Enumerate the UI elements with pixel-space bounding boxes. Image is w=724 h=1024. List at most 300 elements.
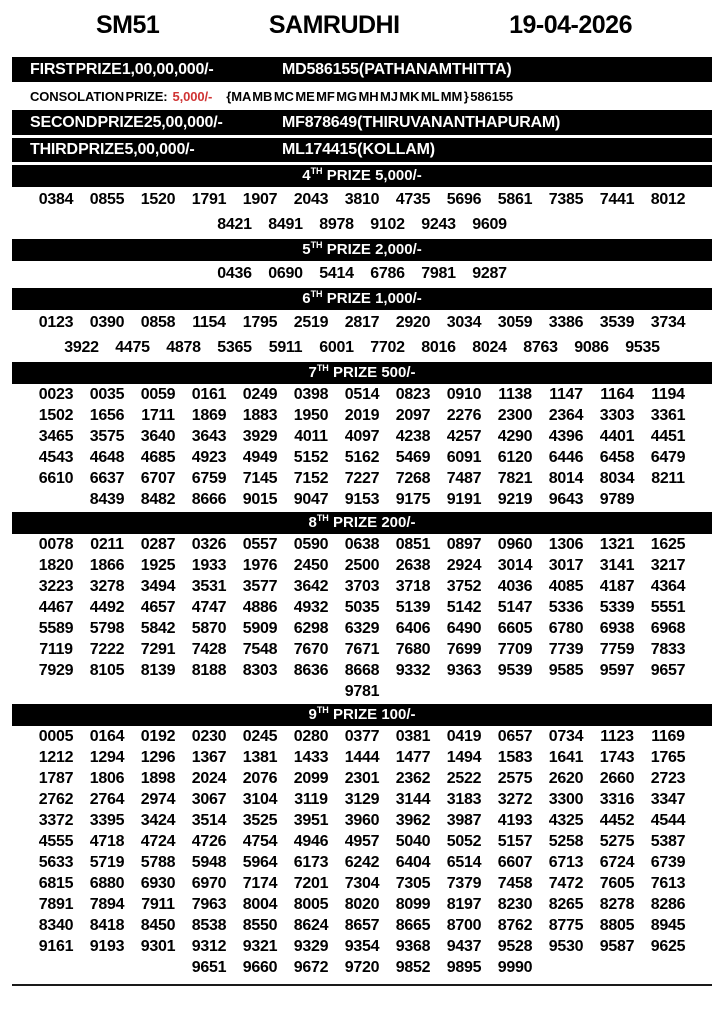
prize-number: 7441 xyxy=(599,191,635,208)
prize-number: 5336 xyxy=(548,599,584,616)
number-row xyxy=(12,936,712,957)
prize-number: 5147 xyxy=(497,599,533,616)
prize-number: 9625 xyxy=(650,938,686,955)
prize-number: 6446 xyxy=(548,449,584,466)
prize-number: 8230 xyxy=(497,896,533,913)
prize-number: 1212 xyxy=(38,749,74,766)
prize-number: 3539 xyxy=(599,314,635,331)
prize-number: 7428 xyxy=(191,641,227,658)
prize-number: 1656 xyxy=(89,407,125,424)
prize-number: 2043 xyxy=(293,191,329,208)
prize-number: 3718 xyxy=(395,578,431,595)
prize-number: 1641 xyxy=(548,749,584,766)
prize-number: 3577 xyxy=(242,578,278,595)
prize-number: 6605 xyxy=(497,620,533,637)
prize-number: 1502 xyxy=(38,407,74,424)
prize-number: 2817 xyxy=(344,314,380,331)
prize-number: 8005 xyxy=(293,896,329,913)
prize-number: 1950 xyxy=(293,407,329,424)
prize-number: 7145 xyxy=(242,470,278,487)
prize-number: 1795 xyxy=(242,314,278,331)
prize-number: 8188 xyxy=(191,662,227,679)
prize-number: 6120 xyxy=(497,449,533,466)
prize-number: 9191 xyxy=(446,491,482,508)
prize-number: 1933 xyxy=(191,557,227,574)
prize-number: 7487 xyxy=(446,470,482,487)
prize-number: 0436 xyxy=(217,265,252,282)
number-row xyxy=(12,384,712,405)
prize-number: 4238 xyxy=(395,428,431,445)
prize-number: 9368 xyxy=(395,938,431,955)
prize-number: 0910 xyxy=(446,386,482,403)
prize-number: 0287 xyxy=(140,536,176,553)
prize-number: 1381 xyxy=(242,749,278,766)
title-row xyxy=(0,0,724,40)
prize-number: 8657 xyxy=(344,917,380,934)
prize-number: 6001 xyxy=(319,339,354,356)
prize-number: 6637 xyxy=(89,470,125,487)
number-row xyxy=(12,187,712,212)
prize-number: 2519 xyxy=(293,314,329,331)
prize-number: 1820 xyxy=(38,557,74,574)
prize-number: 3017 xyxy=(548,557,584,574)
prize-number: 1294 xyxy=(89,749,125,766)
prize-number: 2276 xyxy=(446,407,482,424)
prize-number: 5589 xyxy=(38,620,74,637)
prize-number: 0638 xyxy=(344,536,380,553)
prize-number: 4735 xyxy=(395,191,431,208)
prize-number: 0657 xyxy=(497,728,533,745)
section-header-bar: 5TH PRIZE 2,000/- xyxy=(12,239,712,261)
prize-number: 5911 xyxy=(268,339,303,356)
prize-number: 9720 xyxy=(344,959,380,976)
prize-number: 8763 xyxy=(523,339,558,356)
prize-number: 8700 xyxy=(446,917,482,934)
prize-number: 4648 xyxy=(89,449,125,466)
prize-number: 3034 xyxy=(446,314,482,331)
prize-number: 3810 xyxy=(344,191,380,208)
prize-number: 7613 xyxy=(650,875,686,892)
prize-number: 9539 xyxy=(497,662,533,679)
prize-number: 9219 xyxy=(497,491,533,508)
number-row xyxy=(12,957,712,978)
number-row xyxy=(12,426,712,447)
prize-number: 1164 xyxy=(600,386,634,403)
prize-number: 1154 xyxy=(192,314,226,331)
bottom-rule xyxy=(12,984,712,986)
third-prize-title: THIRD PRIZE xyxy=(30,141,125,158)
prize-number: 8034 xyxy=(599,470,635,487)
prize-number: 0390 xyxy=(89,314,125,331)
prize-number: 9312 xyxy=(191,938,227,955)
prize-number: 8211 xyxy=(651,470,685,487)
prize-number: 1494 xyxy=(446,749,482,766)
prize-number: 1138 xyxy=(498,386,532,403)
prize-number: 0161 xyxy=(191,386,227,403)
prize-number: 4011 xyxy=(294,428,328,445)
prize-number: 5861 xyxy=(497,191,533,208)
prize-number: 4187 xyxy=(599,578,635,595)
prize-number: 1520 xyxy=(140,191,176,208)
prize-number: 0590 xyxy=(293,536,329,553)
prize-number: 5633 xyxy=(38,854,74,871)
prize-number: 0855 xyxy=(89,191,125,208)
prize-number: 5948 xyxy=(191,854,227,871)
prize-number: 5798 xyxy=(89,620,125,637)
prize-number: 3640 xyxy=(140,428,176,445)
third-prize-winner: ML174415 ( KOLLAM) xyxy=(282,141,435,158)
prize-number: 8012 xyxy=(650,191,686,208)
second-prize-title: SECOND PRIZE xyxy=(30,113,144,131)
prize-number: 0326 xyxy=(191,536,227,553)
prize-number: 2500 xyxy=(344,557,380,574)
prize-number: 4718 xyxy=(89,833,125,850)
prize-number: 9530 xyxy=(548,938,584,955)
prize-number: 0023 xyxy=(38,386,74,403)
prize-number: 9175 xyxy=(395,491,431,508)
prize-number: 2762 xyxy=(38,791,74,808)
prize-number: 6607 xyxy=(497,854,533,871)
prize-number: 1898 xyxy=(140,770,176,787)
prize-number: 6091 xyxy=(446,449,482,466)
prize-number: 5414 xyxy=(319,265,354,282)
prize-number: 0230 xyxy=(191,728,227,745)
consolation-prize-row xyxy=(12,85,712,107)
prize-number: 1123 xyxy=(600,728,634,745)
prize-number: 2974 xyxy=(140,791,176,808)
prize-number: 7833 xyxy=(650,641,686,658)
prize-number: 3067 xyxy=(191,791,227,808)
prize-number: 4290 xyxy=(497,428,533,445)
prize-number: 1765 xyxy=(650,749,686,766)
prize-number: 1791 xyxy=(191,191,227,208)
section-header-bar: 4TH PRIZE 5,000/- xyxy=(12,165,712,187)
prize-number: 8665 xyxy=(395,917,431,934)
prize-number: 6724 xyxy=(599,854,635,871)
number-row xyxy=(12,310,712,335)
prize-number: 2024 xyxy=(191,770,227,787)
prize-number: 3386 xyxy=(548,314,584,331)
prize-number: 7963 xyxy=(191,896,227,913)
second-prize-winner: MF878649 ( THIRUVANANTHAPURAM) xyxy=(282,113,561,131)
prize-number: 4492 xyxy=(89,599,125,616)
number-row xyxy=(12,789,712,810)
prize-number: 6759 xyxy=(191,470,227,487)
number-row xyxy=(12,894,712,915)
prize-number: 1976 xyxy=(242,557,278,574)
prize-number: 7227 xyxy=(344,470,380,487)
prize-number: 6514 xyxy=(446,854,482,871)
prize-number: 0858 xyxy=(140,314,176,331)
number-row xyxy=(12,405,712,426)
prize-number: 5469 xyxy=(395,449,431,466)
number-row xyxy=(12,726,712,747)
prize-number: 8945 xyxy=(650,917,686,934)
prize-number: 0960 xyxy=(497,536,533,553)
prize-number: 2764 xyxy=(89,791,125,808)
prize-number: 2660 xyxy=(599,770,635,787)
number-row xyxy=(12,597,712,618)
prize-number: 8099 xyxy=(395,896,431,913)
prize-number: 7304 xyxy=(344,875,380,892)
prize-number: 7981 xyxy=(421,265,456,282)
prize-number: 9587 xyxy=(599,938,635,955)
prize-number: 2097 xyxy=(395,407,431,424)
prize-number: 4946 xyxy=(293,833,329,850)
prize-number: 1477 xyxy=(395,749,431,766)
section-header-bar: 6TH PRIZE 1,000/- xyxy=(12,288,712,310)
prize-number: 2522 xyxy=(446,770,482,787)
prize-number: 4923 xyxy=(191,449,227,466)
prize-number: 9047 xyxy=(293,491,329,508)
prize-number: 7680 xyxy=(395,641,431,658)
prize-number: 3951 xyxy=(293,812,329,829)
prize-number: 8450 xyxy=(140,917,176,934)
prize-number: 5365 xyxy=(217,339,252,356)
prize-number: 5719 xyxy=(89,854,125,871)
prize-number: 2019 xyxy=(344,407,380,424)
prize-number: 5551 xyxy=(650,599,686,616)
prize-number: 3361 xyxy=(650,407,686,424)
prize-number: 8020 xyxy=(344,896,380,913)
prize-number: 3347 xyxy=(650,791,686,808)
prize-number: 2575 xyxy=(497,770,533,787)
prize-number: 9287 xyxy=(472,265,507,282)
prize-number: 7119 xyxy=(39,641,73,658)
prize-number: 9852 xyxy=(395,959,431,976)
prize-number: 3642 xyxy=(293,578,329,595)
number-row xyxy=(12,555,712,576)
prize-number: 6406 xyxy=(395,620,431,637)
prize-number: 0123 xyxy=(38,314,74,331)
prize-number: 4451 xyxy=(650,428,686,445)
prize-number: 2301 xyxy=(344,770,380,787)
number-row xyxy=(12,212,712,237)
prize-number: 0005 xyxy=(38,728,74,745)
number-row xyxy=(12,873,712,894)
prize-number: 0377 xyxy=(344,728,380,745)
prize-number: 1169 xyxy=(651,728,685,745)
prize-number: 1367 xyxy=(191,749,227,766)
prize-number: 7268 xyxy=(395,470,431,487)
prize-number: 0398 xyxy=(293,386,329,403)
prize-number: 3643 xyxy=(191,428,227,445)
number-row xyxy=(12,915,712,936)
prize-number: 2076 xyxy=(242,770,278,787)
lottery-name: SAMRUDHI xyxy=(268,11,400,39)
prize-number: 7699 xyxy=(446,641,482,658)
prize-number: 1883 xyxy=(242,407,278,424)
prize-number: 4747 xyxy=(191,599,227,616)
prize-number: 4467 xyxy=(38,599,74,616)
first-prize-winner: MD586155 ( PATHANAMTHITTA) xyxy=(282,60,512,78)
first-prize-amount: 1,00,00,000/- xyxy=(121,60,214,78)
prize-number: 3514 xyxy=(191,812,227,829)
prize-number: 9354 xyxy=(344,938,380,955)
prize-number: 2450 xyxy=(293,557,329,574)
prize-number: 7305 xyxy=(395,875,431,892)
prize-number: 1433 xyxy=(293,749,329,766)
prize-number: 8439 xyxy=(89,491,125,508)
number-row xyxy=(12,335,712,360)
prize-number: 9895 xyxy=(446,959,482,976)
prize-number: 7671 xyxy=(344,641,380,658)
prize-number: 5387 xyxy=(650,833,686,850)
section-header-bar: 9TH PRIZE 100/- xyxy=(12,704,712,726)
prize-number: 4957 xyxy=(344,833,380,850)
second-prize-bar xyxy=(12,110,712,135)
prize-number: 0035 xyxy=(89,386,125,403)
prize-number: 0280 xyxy=(293,728,329,745)
prize-number: 8762 xyxy=(497,917,533,934)
prize-number: 6970 xyxy=(191,875,227,892)
prize-number: 4325 xyxy=(548,812,584,829)
prize-number: 3929 xyxy=(242,428,278,445)
prize-number: 3144 xyxy=(395,791,431,808)
prize-number: 0249 xyxy=(242,386,278,403)
prize-number: 8016 xyxy=(421,339,456,356)
prize-number: 9332 xyxy=(395,662,431,679)
second-prize-label xyxy=(30,114,282,132)
prize-number: 9015 xyxy=(242,491,278,508)
prize-number: 9086 xyxy=(574,339,609,356)
prize-number: 1147 xyxy=(549,386,583,403)
prize-section-8th xyxy=(12,512,712,702)
prize-number: 7605 xyxy=(599,875,635,892)
prize-number: 8340 xyxy=(38,917,74,934)
prize-number: 3316 xyxy=(599,791,635,808)
prize-number: 3278 xyxy=(89,578,125,595)
prize-number: 5162 xyxy=(344,449,380,466)
prize-number: 2362 xyxy=(395,770,431,787)
prize-number: 6479 xyxy=(650,449,686,466)
prize-number: 2920 xyxy=(395,314,431,331)
number-row xyxy=(12,810,712,831)
prize-number: 8265 xyxy=(548,896,584,913)
prize-number: 4452 xyxy=(599,812,635,829)
prize-number: 5052 xyxy=(446,833,482,850)
prize-number: 8278 xyxy=(599,896,635,913)
prize-number: 6938 xyxy=(599,620,635,637)
number-row xyxy=(12,831,712,852)
prize-number: 8139 xyxy=(140,662,176,679)
prize-sections xyxy=(12,165,712,978)
prize-number: 6298 xyxy=(293,620,329,637)
number-row xyxy=(12,468,712,489)
prize-number: 7379 xyxy=(446,875,482,892)
prize-number: 7911 xyxy=(141,896,175,913)
prize-number: 9161 xyxy=(38,938,74,955)
prize-number: 8668 xyxy=(344,662,380,679)
prize-number: 8197 xyxy=(446,896,482,913)
prize-number: 7174 xyxy=(242,875,278,892)
prize-number: 5035 xyxy=(344,599,380,616)
prize-number: 4555 xyxy=(38,833,74,850)
prize-number: 3494 xyxy=(140,578,176,595)
prize-number: 1711 xyxy=(141,407,175,424)
spacer xyxy=(0,40,724,57)
consolation-series: {MA MB MC ME MF MG MH MJ MK ML MM } 586155 xyxy=(226,88,514,104)
prize-number: 3223 xyxy=(38,578,74,595)
prize-number: 6707 xyxy=(140,470,176,487)
prize-number: 4949 xyxy=(242,449,278,466)
prize-number: 1869 xyxy=(191,407,227,424)
prize-number: 1743 xyxy=(599,749,635,766)
number-row xyxy=(12,489,712,510)
prize-number: 8418 xyxy=(89,917,125,934)
prize-number: 9301 xyxy=(140,938,176,955)
prize-number: 5258 xyxy=(548,833,584,850)
prize-number: 8105 xyxy=(89,662,125,679)
prize-number: 0851 xyxy=(395,536,431,553)
prize-number: 4475 xyxy=(115,339,150,356)
prize-number: 2723 xyxy=(650,770,686,787)
prize-number: 7702 xyxy=(370,339,405,356)
prize-number: 4085 xyxy=(548,578,584,595)
prize-number: 3752 xyxy=(446,578,482,595)
number-row xyxy=(12,747,712,768)
prize-number: 0164 xyxy=(89,728,125,745)
prize-number: 1907 xyxy=(242,191,278,208)
number-row xyxy=(12,852,712,873)
prize-number: 3104 xyxy=(242,791,278,808)
prize-number: 6968 xyxy=(650,620,686,637)
prize-number: 9329 xyxy=(293,938,329,955)
prize-number: 6610 xyxy=(38,470,74,487)
prize-number: 4036 xyxy=(497,578,533,595)
prize-number: 4932 xyxy=(293,599,329,616)
prize-number: 8805 xyxy=(599,917,635,934)
prize-number: 0192 xyxy=(140,728,176,745)
prize-number: 7891 xyxy=(38,896,74,913)
number-row xyxy=(12,447,712,468)
prize-number: 3272 xyxy=(497,791,533,808)
prize-number: 3734 xyxy=(650,314,686,331)
prize-number: 7894 xyxy=(89,896,125,913)
prize-number: 6786 xyxy=(370,265,405,282)
prize-number: 9672 xyxy=(293,959,329,976)
prize-number: 9990 xyxy=(497,959,533,976)
prize-number: 1321 xyxy=(599,536,635,553)
third-prize-bar xyxy=(12,138,712,162)
prize-number: 9609 xyxy=(472,216,507,233)
prize-number: 7759 xyxy=(599,641,635,658)
prize-number: 8303 xyxy=(242,662,278,679)
prize-number: 7201 xyxy=(293,875,329,892)
prize-number: 3525 xyxy=(242,812,278,829)
prize-number: 6739 xyxy=(650,854,686,871)
prize-number: 9597 xyxy=(599,662,635,679)
prize-number: 7670 xyxy=(293,641,329,658)
prize-number: 0557 xyxy=(242,536,278,553)
number-row xyxy=(12,768,712,789)
prize-number: 3300 xyxy=(548,791,584,808)
prize-number: 8636 xyxy=(293,662,329,679)
prize-section-4th xyxy=(12,165,712,237)
prize-number: 0078 xyxy=(38,536,74,553)
prize-number: 2924 xyxy=(446,557,482,574)
prize-number: 1787 xyxy=(38,770,74,787)
prize-number: 5964 xyxy=(242,854,278,871)
prize-number: 4396 xyxy=(548,428,584,445)
prize-number: 0381 xyxy=(395,728,431,745)
prize-number: 0211 xyxy=(90,536,124,553)
prize-number: 6242 xyxy=(344,854,380,871)
prize-section-6th xyxy=(12,288,712,360)
prize-number: 1306 xyxy=(548,536,584,553)
prize-number: 9643 xyxy=(548,491,584,508)
prize-number: 7291 xyxy=(140,641,176,658)
